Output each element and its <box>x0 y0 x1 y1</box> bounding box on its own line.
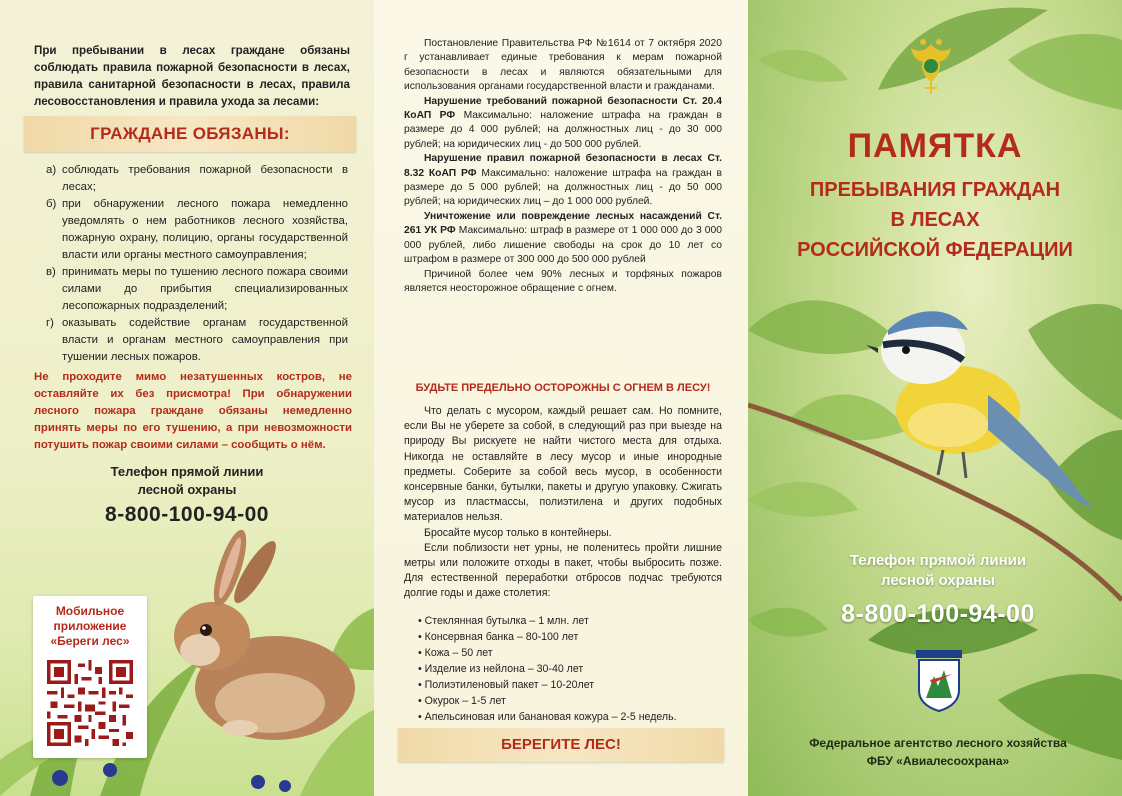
duty-text: оказывать содействие органам государственной власти и органам местного самоуправления при тушении лесных пожаров. <box>62 317 348 363</box>
list-item: • Окурок – 1-5 лет <box>418 693 718 709</box>
subtitle-line-2: В ЛЕСАХ <box>890 209 980 231</box>
duty-marker: а) <box>46 164 57 176</box>
regulations-text <box>404 37 722 296</box>
duty-text: при обнаружении лесного пожара немедленно уведомлять о нем работников лесного хозяйства, пожарную охрану, полицию, органы государственной власти или органы местного самоуправления; <box>62 198 348 261</box>
hotline-line-2: лесной охраны <box>881 572 995 589</box>
decree-paragraph: Постановление Правительства РФ №1614 от 7 октября 2020 г устанавливает единые требования к мерам пожарной безопасности в лесах и являются обязательными для использования органами государственной власти и гражданами. <box>404 38 722 93</box>
duty-text: соблюдать требования пожарной безопасности в лесах; <box>62 164 348 193</box>
hotline-phone[interactable]: 8-800-100-94-00 <box>841 600 1035 628</box>
caution-heading: БУДЬТЕ ПРЕДЕЛЬНО ОСТОРОЖНЫ С ОГНЕМ В ЛЕСУ! <box>415 382 711 394</box>
list-item: • Апельсиновая или банановая кожура – 2-5 недель. <box>418 709 718 725</box>
list-item: • Стеклянная бутылка – 1 млн. лет <box>418 613 718 629</box>
app-title <box>33 604 147 649</box>
coat-of-arms-icon <box>907 38 955 98</box>
violation-heading: Нарушение правил пожарной безопасности в лесах Ст. 8.32 КоАП РФ <box>404 153 722 179</box>
left-panel <box>0 0 374 796</box>
subtitle-line-1: ПРЕБЫВАНИЯ ГРАЖДАН <box>809 179 1061 201</box>
list-item: • Полиэтиленовый пакет – 10-20лет <box>418 677 718 693</box>
list-item: • Изделие из нейлона – 30-40 лет <box>418 661 718 677</box>
duty-item <box>46 196 348 264</box>
hotline-label <box>768 551 1108 591</box>
duty-item <box>46 315 348 366</box>
violation-text: Максимально: наложение штрафа на граждан в размере до 4 000 рублей; на должностных лиц - до 30 000 рублей; на юридических лиц - до 500 000 рублей. <box>404 110 722 150</box>
hotline-label <box>0 463 374 499</box>
rabbit-illustration <box>160 528 370 748</box>
duty-item <box>46 162 348 196</box>
qr-code-icon[interactable] <box>47 660 133 746</box>
agency-name: Федеральное агентство лесного хозяйства <box>809 736 1067 750</box>
app-title-line-3: «Береги лес» <box>50 634 130 648</box>
agency-block <box>768 734 1108 770</box>
page-title: ПАМЯТКА <box>847 127 1023 165</box>
duty-marker: г) <box>46 317 54 329</box>
hotline-line-1: Телефон прямой линии <box>110 464 264 479</box>
violation-paragraph <box>404 95 722 153</box>
protect-forest-banner: БЕРЕГИТЕ ЛЕС! <box>398 728 724 762</box>
subtitle-line-3: РОССИЙСКОЙ ФЕДЕРАЦИИ <box>797 239 1073 261</box>
intro-text: При пребывании в лесах граждане обязаны соблюдать правила пожарной безопасности в лесах, правила санитарной безопасности в лесах, правила лесовосстановления и правила ухода за лесами: <box>34 44 350 108</box>
cause-paragraph: Причиной более чем 90% лесных и торфяных пожаров является неосторожное обращение с огнем. <box>404 268 722 294</box>
duty-marker: в) <box>46 266 56 278</box>
app-title-line-1: Мобильное <box>55 604 125 618</box>
litter-paragraph: Если поблизости нет урны, не поленитесь пройти лишние метры или положите отходы в пакет, чтобы выбросить позже. Для естественной переработки отбросов подчас требуются долгие годы и даже столетия: <box>404 541 722 600</box>
violation-text: Максимально: наложение штрафа на граждан в размере до 5 000 рублей; на должностных лиц - до 50 000 рублей; на юридических лиц – до 1 000 000 рублей. <box>404 167 723 208</box>
mobile-app-card[interactable] <box>33 596 147 758</box>
decomposition-list <box>418 613 718 725</box>
violation-heading: Уничтожение или повреждение лесных насаждений Ст. 261 УК РФ <box>404 210 722 237</box>
litter-paragraph: Что делать с мусором, каждый решает сам. Но помните, если Вы не уберете за собой, в следующий раз при выезде на природу Вы рискуете не найти чистого места для отдыха. Никогда не оставляйте в лесу мусор и иные инородные предметы. Соберите за собой весь мусор, в особенности консервные банки, бутылки, пакеты и другую упаковку. Сжигать мусор из пластмассы, полиэтилена и других подобных материалов нельзя. <box>404 405 722 524</box>
duties-list <box>46 162 348 366</box>
avialesookhrana-logo-icon <box>916 650 962 712</box>
violation-paragraph <box>404 152 722 210</box>
hotline-phone[interactable]: 8-800-100-94-00 <box>105 503 269 526</box>
hotline-line-1: Телефон прямой линии <box>849 552 1027 569</box>
campfire-warning: Не проходите мимо незатушенных костров, не оставляйте их без присмотра! При обнаружении лесного пожара граждане обязаны немедленно принять меры по его тушению, а при невозможности потушить пожар своими силами – сообщить о нём. <box>34 371 352 451</box>
duty-item <box>46 264 348 315</box>
hotline-line-2: лесной охраны <box>137 482 237 497</box>
middle-panel <box>374 0 748 796</box>
violation-heading: Нарушение требований пожарной безопасности Ст. 20.4 КоАП РФ <box>404 95 722 122</box>
list-item: • Консервная банка – 80-100 лет <box>418 629 718 645</box>
violation-paragraph <box>404 210 722 268</box>
violation-text: Максимально: штраф в размере от 1 000 000 до 3 000 000 рублей, либо лишение свободы на срок до 10 лет со штрафом в размере от 300 000 до 500 000 рублей <box>404 225 722 266</box>
page-subtitle <box>748 175 1122 265</box>
duty-text: принимать меры по тушению лесного пожара своими силами до прибытия специализированных лесопожарных подразделений; <box>62 266 348 312</box>
litter-text <box>404 404 722 602</box>
citizens-obliged-banner: ГРАЖДАНЕ ОБЯЗАНЫ: <box>24 116 356 152</box>
app-title-line-2: приложение <box>53 619 127 633</box>
list-item: • Кожа – 50 лет <box>418 645 718 661</box>
duty-marker: б) <box>46 198 57 210</box>
agency-subname: ФБУ «Авиалесоохрана» <box>866 754 1010 768</box>
litter-paragraph: Бросайте мусор только в контейнеры. <box>424 526 612 539</box>
